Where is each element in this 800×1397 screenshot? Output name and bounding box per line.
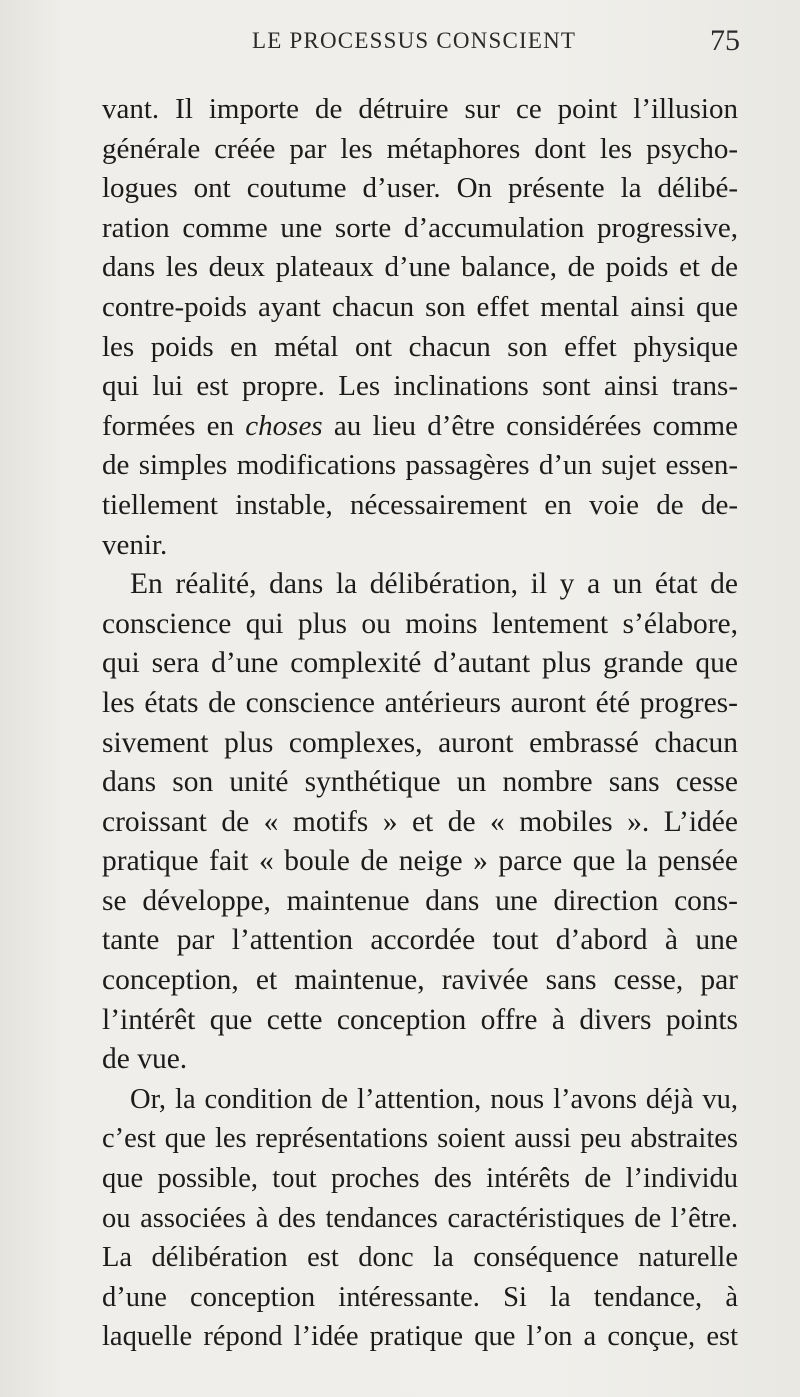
text-line: venir.: [102, 528, 168, 561]
text-line: ou associées à des tendances caractéristiques de l’être.: [102, 1202, 738, 1234]
page-header: [100, 24, 740, 64]
text-line: croissant de « motifs » et de « mobiles ». L’idée: [102, 805, 738, 838]
text-line: conception, et maintenue, ravivée sans cesse, par: [102, 964, 738, 997]
text-line: d’une conception intéressante. Si la tendance, à: [102, 1281, 738, 1313]
text-line: générale créée par les métaphores dont les psycho-: [102, 132, 738, 165]
text-line: logues ont coutume d’user. On présente la délibé-: [102, 172, 738, 205]
text-line: de simples modifications passagères d’un sujet essen-: [102, 449, 738, 482]
text-line: pratique fait « boule de neige » parce que la pensée: [102, 845, 738, 878]
text-line: vant. Il importe de détruire sur ce point l’illusion: [102, 93, 738, 125]
text-line: Or, la condition de l’attention, nous l’avons déjà vu,: [130, 1083, 738, 1115]
text-line: qui sera d’une complexité d’autant plus grande que: [102, 647, 738, 680]
text-line: En réalité, dans la délibération, il y a un état de: [130, 568, 738, 601]
text-line: ration comme une sorte d’accumulation progressive,: [102, 211, 738, 244]
text-line: laquelle répond l’idée pratique que l’on a conçue, est: [102, 1321, 738, 1353]
text-line: se développe, maintenue dans une direction cons-: [102, 884, 738, 917]
text-line: formées en choses au lieu d’être considérées comme: [102, 409, 738, 442]
text-line: qui lui est propre. Les inclinations sont ainsi trans-: [102, 370, 738, 403]
text-line: tiellement instable, nécessairement en voie de de-: [102, 488, 738, 521]
text-line: sivement plus complexes, auront embrassé chacun: [102, 726, 738, 759]
text-line: dans son unité synthétique un nombre sans cesse: [102, 766, 738, 799]
text-line: l’intérêt que cette conception offre à divers points: [102, 1003, 738, 1036]
text-line: c’est que les représentations soient aussi peu abstraites: [102, 1123, 738, 1155]
text-line: de vue.: [102, 1043, 188, 1076]
page-number: 75: [710, 24, 740, 57]
text-line: les états de conscience antérieurs auront été progres-: [102, 686, 738, 719]
text-line: tante par l’attention accordée tout d’abord à une: [102, 924, 738, 957]
text-line: La délibération est donc la conséquence naturelle: [102, 1242, 738, 1274]
body-text: [102, 90, 738, 1357]
text-line: les poids en métal ont chacun son effet physique: [102, 330, 738, 363]
paragraph-2: [102, 565, 738, 1080]
text-line: conscience qui plus ou moins lentement s’élabore,: [102, 607, 738, 640]
text-line: que possible, tout proches des intérêts de l’individu: [102, 1163, 738, 1195]
text-line: contre-poids ayant chacun son effet mental ainsi que: [102, 290, 738, 323]
paragraph-3: [102, 1080, 738, 1357]
paragraph-1: [102, 90, 738, 565]
running-head: LE PROCESSUS CONSCIENT: [252, 28, 577, 53]
text-line: dans les deux plateaux d’une balance, de poids et de: [102, 251, 738, 284]
